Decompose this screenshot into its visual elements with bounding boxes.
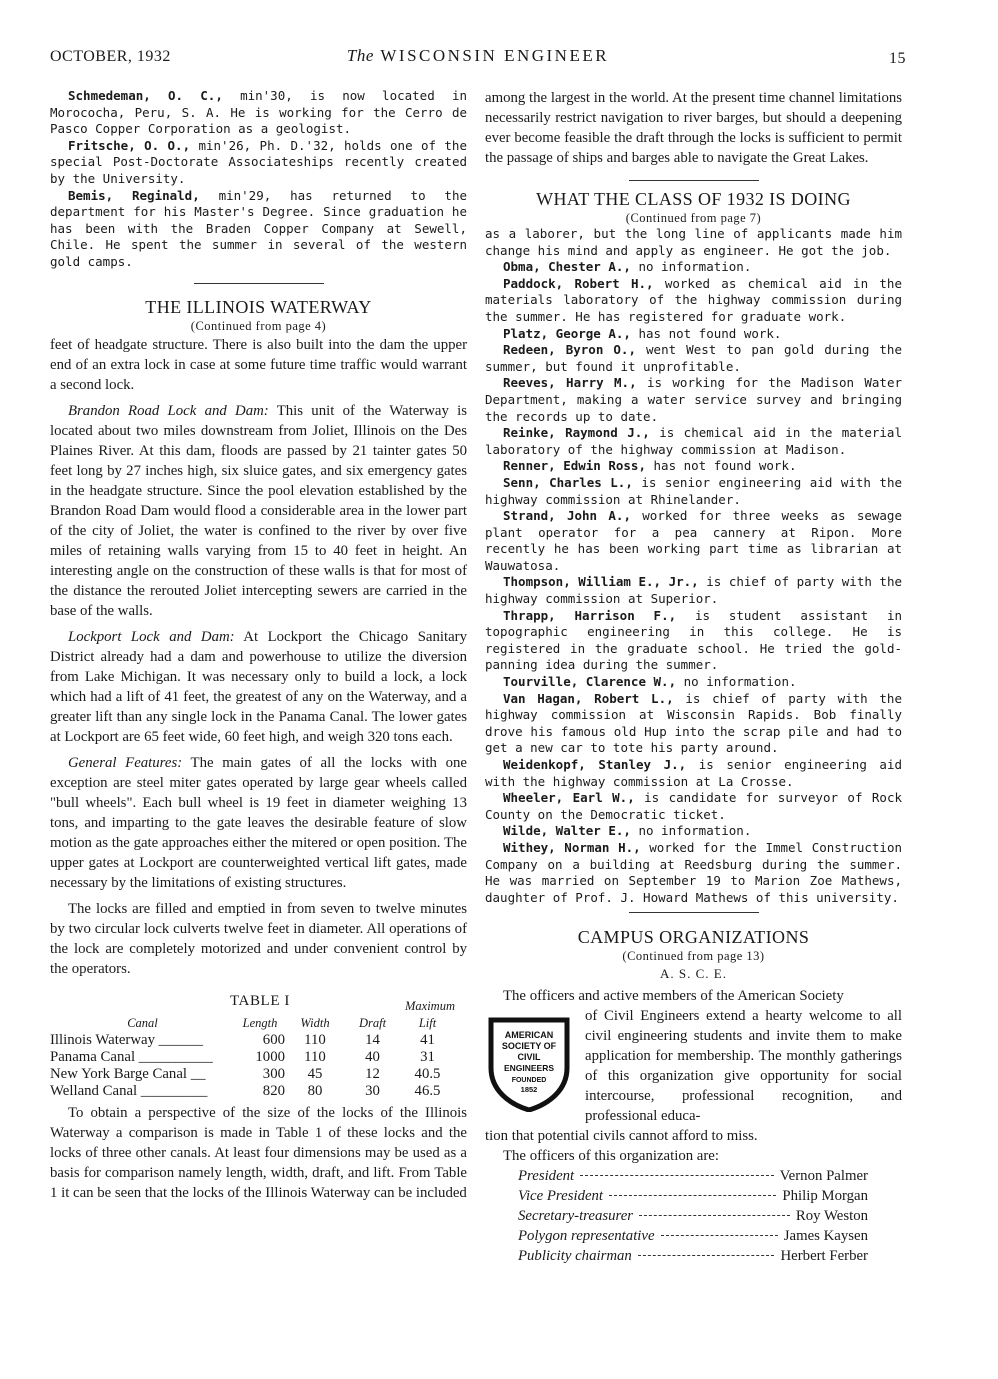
class-entry	[485, 691, 902, 757]
table-row	[50, 1032, 455, 1049]
canal-cell	[50, 1049, 235, 1066]
badge-line6: 1852	[520, 1085, 538, 1095]
width-cell: 80	[307, 1082, 323, 1099]
asce-intro-first: The officers and active members of the American Society	[503, 988, 844, 1005]
class-name: Thompson, William E., Jr.,	[503, 574, 699, 590]
section-divider	[629, 912, 759, 913]
badge-line2: SOCIETY OF	[501, 1041, 557, 1052]
officer-row	[518, 1166, 868, 1186]
class-text: is candidate for surveyor of Rock County on the Democratic ticket.	[485, 790, 902, 822]
class-entry	[485, 574, 902, 607]
class1932-continued: (Continued from page 7)	[625, 211, 762, 225]
class-name: Paddock, Robert H.,	[503, 275, 654, 291]
campus-subhead: A. S. C. E.	[660, 966, 727, 982]
table1-header-lift: Lift	[418, 1015, 437, 1030]
officer-role: Publicity chairman	[518, 1248, 632, 1265]
lift-cell: 41	[420, 1031, 435, 1048]
alumni-text: min'26, Ph. D.'32, holds one of the special Post-Doctorate Associateships recently created by the University.	[50, 137, 467, 186]
class-name: Reinke, Raymond J.,	[503, 425, 650, 441]
length-cell: 820	[262, 1082, 285, 1099]
campus-continued: (Continued from page 13)	[622, 949, 765, 964]
lockport-paragraph	[50, 627, 467, 747]
table1-grid	[50, 1015, 455, 1100]
asce-badge-icon	[485, 1016, 573, 1112]
officers-list	[518, 1166, 868, 1266]
alumni-text: min'29, has returned to the department for his Master's Degree. Since graduation he has been with the Braden Copper Company at Sewell, Chile. He spent the summer in several of the western gold camps.	[50, 187, 468, 269]
officer-role: President	[518, 1168, 575, 1185]
canal-name: Welland Canal	[50, 1082, 138, 1099]
table1-header-length: Length	[242, 1015, 278, 1030]
leader-dots	[638, 1255, 775, 1256]
general-paragraph	[50, 753, 467, 893]
officer-row	[518, 1186, 868, 1206]
table1-header-width: Width	[300, 1015, 330, 1030]
officer-name: James Kaysen	[783, 1228, 868, 1245]
leader-dots	[609, 1195, 776, 1196]
class-text: has not found work.	[630, 325, 782, 341]
general-text: The main gates of all the locks with one exception are steel miter gates operated by large gear wheels called "bull wheels". Each bull wheel is 19 feet in diameter weighing 13 tons, and imparting to the gate leaves the desirable feature of slow motion as the gate approaches either the mitered or open position. The upper gates at Lockport are counterweighted vertical lift gates, made necessary by the limitations of existing structures.	[50, 754, 467, 891]
officer-row	[518, 1246, 868, 1266]
alumni-notes	[50, 88, 467, 271]
badge-line5: FOUNDED	[511, 1077, 547, 1085]
width-cell: 110	[304, 1031, 326, 1048]
lift-cell: 46.5	[414, 1082, 441, 1099]
canal-name: New York Barge Canal	[50, 1065, 187, 1082]
officer-name: Philip Morgan	[782, 1188, 868, 1205]
class-entry	[485, 259, 902, 276]
width-cell: 45	[307, 1065, 323, 1082]
asce-section	[485, 986, 902, 1266]
waterway-conclusion	[50, 1103, 467, 1203]
officer-role: Secretary-treasurer	[518, 1208, 634, 1225]
class-entry	[485, 508, 902, 574]
alumni-note	[50, 188, 467, 271]
length-cell: 300	[262, 1065, 285, 1082]
length-cell: 600	[262, 1031, 285, 1048]
asce-intro-end: tion that potential civils cannot afford to miss.	[485, 1128, 758, 1145]
alumni-name: Fritsche, O. O.,	[68, 137, 191, 153]
draft-cell: 30	[365, 1082, 380, 1099]
class-name: Obma, Chester A.,	[503, 259, 631, 275]
campus-title: CAMPUS ORGANIZATIONS	[577, 927, 810, 948]
brandon-label: Brandon Road Lock and Dam:	[68, 402, 269, 419]
journal-title-prefix: The	[346, 46, 374, 65]
table1-header-row	[50, 1015, 455, 1032]
alumni-note	[50, 88, 467, 138]
class-name: Strand, John A.,	[503, 508, 631, 524]
waterway-intro: feet of headgate structure. There is also built into the dam the upper end of an extra lock in case at some future time traffic would warrant a second lock.	[50, 336, 467, 393]
canal-cell	[50, 1032, 235, 1049]
class-text: no information.	[630, 823, 752, 839]
officers-intro: The officers of this organization are:	[503, 1148, 719, 1165]
class-text: has not found work.	[646, 458, 797, 474]
class-entry	[485, 276, 902, 326]
class-name: Senn, Charles L.,	[503, 474, 633, 490]
class-name: Tourville, Clarence W.,	[503, 674, 677, 690]
draft-cell: 40	[365, 1048, 380, 1065]
issue-date: OCTOBER, 1932	[50, 48, 171, 65]
table-row	[50, 1083, 455, 1100]
class-text: is student assistant in topographic engineering in this college. He is registered in the graduate school. He tried the gold-panning idea during the summer.	[485, 607, 902, 673]
officer-role: Vice President	[518, 1188, 604, 1205]
class-text: is chief of party with the highway commission at Superior.	[485, 574, 902, 607]
class-text: no information.	[630, 259, 752, 275]
class-entry	[485, 425, 902, 458]
officer-row	[518, 1226, 868, 1246]
class-entry	[485, 475, 902, 508]
class-entry	[485, 674, 902, 691]
badge-line1: AMERICAN	[504, 1030, 554, 1041]
class-name: Wilde, Walter E.,	[503, 823, 631, 839]
leader: ______	[158, 1031, 204, 1048]
class-entry	[485, 458, 902, 475]
asce-intro-rest: of Civil Engineers extend a hearty welcome to all civil engineering students and invite them to make application for membership. The monthly gatherings of this organization give opportunity for social intercourse, professional recognition, and professional educa-	[585, 1008, 902, 1125]
class1932-title: WHAT THE CLASS OF 1932 IS DOING	[536, 189, 851, 209]
section-divider	[194, 283, 324, 284]
class-name: Reeves, Harry M.,	[503, 375, 637, 391]
alumni-name: Schmedeman, O. C.,	[68, 88, 223, 103]
officer-name: Vernon Palmer	[779, 1168, 868, 1185]
draft-cell: 14	[365, 1031, 380, 1048]
class-name: Renner, Edwin Ross,	[503, 458, 646, 474]
canal-name: Panama Canal	[50, 1048, 136, 1065]
class-name: Weidenkopf, Stanley J.,	[503, 757, 687, 772]
alumni-note	[50, 138, 467, 188]
alumni-name: Bemis, Reginald,	[68, 187, 200, 203]
waterway-continuation-text: among the largest in the world. At the present time channel limitations necessarily restrict navigation to river barges, but should a deepening ever become feasible the draft through the locks is sufficient to permit the passage of ships and barges able to navigate the Great Lakes.	[485, 90, 902, 166]
class1932-notes	[485, 226, 902, 906]
class-text: worked for three weeks as sewage plant operator for a pea cannery at Ripon. More recently he has been working part time as librarian at Wauwatosa.	[485, 508, 902, 573]
badge-line3: CIVIL	[517, 1052, 541, 1063]
general-label: General Features:	[68, 754, 183, 771]
officer-role: Polygon representative	[518, 1228, 655, 1245]
lift-cell: 40.5	[414, 1065, 441, 1082]
page-number: 15	[889, 50, 906, 67]
journal-title-main: WISCONSIN ENGINEER	[380, 46, 610, 65]
class-text: is senior engineering aid with the highway commission at Rhinelander.	[485, 474, 902, 507]
officer-name: Roy Weston	[795, 1208, 868, 1225]
class-name: Van Hagan, Robert L.,	[503, 690, 674, 706]
class-text: is senior engineering aid with the highway commission at La Crosse.	[485, 757, 902, 789]
class-entry	[485, 375, 902, 425]
officer-name: Herbert Ferber	[780, 1248, 868, 1265]
section-divider	[629, 180, 759, 181]
right-column	[485, 88, 902, 1266]
canal-cell	[50, 1083, 235, 1100]
class-entry	[485, 790, 902, 823]
officer-row	[518, 1206, 868, 1226]
alumni-text: min'30, is now located in Morococha, Peru, S. A. He is working for the Cerro de Pasco Copper Corporation as a geologist.	[50, 88, 467, 137]
length-cell: 1000	[255, 1048, 285, 1065]
lockport-text: At Lockport the Chicago Sanitary District already had a dam and powerhouse to utilize the diversion from Lake Michigan. It was necessary only to build a lock, a lock which had a lift of 41 feet, the greatest of any on the Waterway, and a greater lift than any single lock in the Panama Canal. The lower gates at Lockport are 65 feet wide, 60 feet high, and weigh 320 tons each.	[50, 628, 468, 745]
class-name: Withey, Norman H.,	[503, 839, 641, 855]
leader: __	[190, 1065, 206, 1082]
badge-line4: ENGINEERS	[503, 1063, 555, 1074]
after-table-paragraph: To obtain a perspective of the size of the locks of the Illinois Waterway a comparison is made in Table 1 of these locks and the locks of three other canals. At least four dimensions may be used as a basis for comparison namely length, width, draft, and lift. From Table 1 it can be seen that the locks of the Illinois Waterway can be included	[50, 1104, 467, 1201]
running-head	[50, 44, 906, 72]
table1-title: TABLE I	[229, 992, 291, 1009]
class1932-lead: as a laborer, but the long line of applicants made him change his mind and apply as engineer. He got the job.	[485, 226, 902, 258]
class-text: is working for the Madison Water Department, making a water service survey and bringing the records up to date.	[485, 375, 902, 424]
class-entry	[485, 342, 902, 375]
class-name: Wheeler, Earl W.,	[503, 790, 635, 806]
class-text: worked for the Immel Construction Company on a building at Reedsburg during the summer. He was married on September 19 to Marion Zoe Mathews, daughter of Prof. J. Howard Mathews of this university.	[485, 839, 902, 905]
canal-cell	[50, 1066, 235, 1083]
class-entry	[485, 326, 902, 343]
class-name: Redeen, Byron O.,	[503, 342, 636, 358]
locks-paragraph: The locks are filled and emptied in from seven to twelve minutes by two circular lock culverts twelve feet in diameter. All operations of the lock are completely motorized and under convenient control by the operators.	[50, 900, 467, 977]
waterway-continued: (Continued from page 4)	[190, 318, 327, 333]
lockport-label: Lockport Lock and Dam:	[68, 628, 235, 645]
class-name: Platz, George A.,	[503, 325, 631, 341]
waterway-body	[50, 335, 467, 979]
leader-dots	[580, 1175, 773, 1176]
class-text: no information.	[676, 674, 797, 690]
class-entry	[485, 608, 902, 674]
leader: __________	[138, 1048, 213, 1065]
class-entry	[485, 757, 902, 790]
table1-header-draft: Draft	[358, 1015, 387, 1030]
draft-cell: 12	[365, 1065, 380, 1082]
canal-name: Illinois Waterway	[50, 1031, 155, 1048]
class-name: Thrapp, Harrison F.,	[503, 607, 677, 623]
left-column	[50, 88, 467, 1203]
class-entry	[485, 840, 902, 906]
journal-title	[50, 46, 906, 66]
waterway-title: THE ILLINOIS WATERWAY	[145, 296, 372, 317]
table-row	[50, 1066, 455, 1083]
class-text: is chief of party with the highway commission at Wisconsin Rapids. Bob finally drove his famous old Hup into the scrap pile and had to get a new car to tote his party around.	[485, 690, 902, 756]
waterway-continuation	[485, 88, 902, 168]
table1-header-lift-top: Maximum	[405, 998, 455, 1013]
leader: _________	[140, 1082, 208, 1099]
leader-dots	[661, 1235, 778, 1236]
class-text: is chemical aid in the material laboratory of the highway commission at Madison.	[485, 425, 902, 457]
table1-header-canal: Canal	[127, 1015, 158, 1030]
class-text: went West to pan gold during the summer, but found it unprofitable.	[485, 342, 902, 374]
lift-cell: 31	[420, 1048, 435, 1065]
leader-dots	[639, 1215, 790, 1216]
brandon-text: This unit of the Waterway is located about two miles downstream from Joliet, Illinois on the Des Plaines River. At this dam, floods are passed by 21 tainter gates 50 feet long by 27 inches high, six sluice gates, and six emergency gates in the headgate structure. Since the pool elevation established by the Brandon Road Dam would flood a considerable area in the lower part of the city of Joliet, the water is confined to the river by over five miles of retaining walls varying from 15 to 40 feet in height. An interesting angle on the construction of these walls is that for most of the distance the rerouted Joliet intercepting sewers are carried in the base of the walls.	[50, 402, 467, 619]
brandon-paragraph	[50, 401, 467, 621]
table1	[50, 993, 467, 1103]
width-cell: 110	[304, 1048, 326, 1065]
table-row	[50, 1049, 455, 1066]
class-text: worked as chemical aid in the materials laboratory of the highway commission during the summer. He has registered for graduate work.	[485, 275, 902, 324]
class-entry	[485, 823, 902, 840]
